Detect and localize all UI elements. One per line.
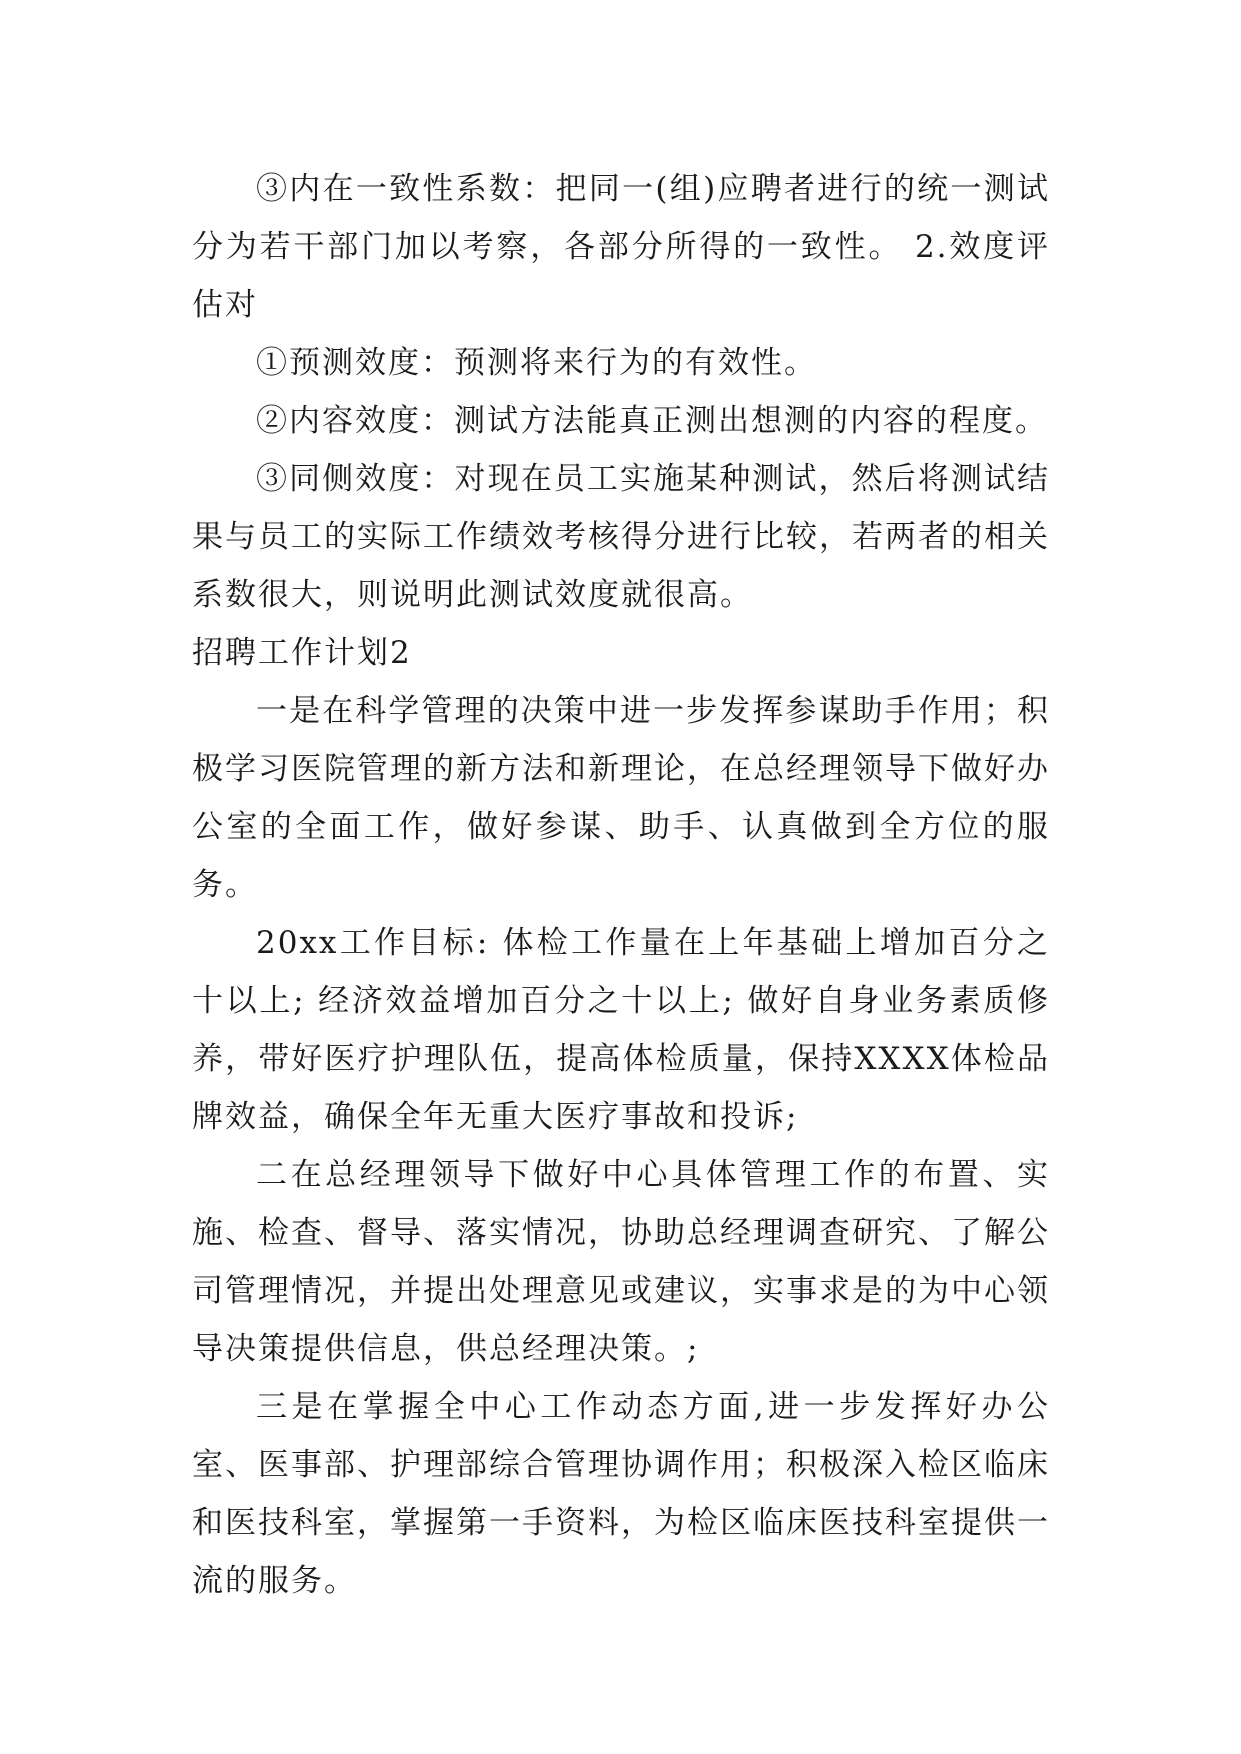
- paragraph-content-validity: ②内容效度：测试方法能真正测出想测的内容的程度。: [256, 403, 1048, 439]
- paragraph-internal-consistency: ③内在一致性系数：把同一(组)应聘者进行的统一测试分为若干部门加以考察，各部分所得的一致性。 2.效度评估对: [192, 171, 1050, 323]
- paragraph-concurrent-validity: ③同侧效度：对现在员工实施某种测试，然后将测试结果与员工的实际工作绩效考核得分进行比较，若两者的相关系数很大，则说明此测试效度就很高。: [192, 461, 1050, 613]
- section-heading: 招聘工作计划2: [192, 635, 412, 671]
- paragraph-predictive-validity: ①预测效度：预测将来行为的有效性。: [256, 345, 817, 381]
- paragraph-work-goals: 20xx工作目标: 体检工作量在上年基础上增加百分之十以上; 经济效益增加百分之十以上; 做好自身业务素质修养，带好医疗护理队伍，提高体检质量，保持XXXX体检品牌效益，确保全年无重大医疗事故和投诉;: [192, 925, 1050, 1135]
- document-body: [192, 160, 1050, 1610]
- paragraph-item-two: 二在总经理领导下做好中心具体管理工作的布置、实施、检查、督导、落实情况，协助总经理调查研究、了解公司管理情况，并提出处理意见或建议，实事求是的为中心领导决策提供信息，供总经理决策。;: [192, 1157, 1050, 1367]
- paragraph-item-three: 三是在掌握全中心工作动态方面,进一步发挥好办公室、医事部、护理部综合管理协调作用；积极深入检区临床和医技科室，掌握第一手资料，为检区临床医技科室提供一流的服务。: [192, 1389, 1050, 1599]
- paragraph-item-one: 一是在科学管理的决策中进一步发挥参谋助手作用；积极学习医院管理的新方法和新理论，在总经理领导下做好办公室的全面工作，做好参谋、助手、认真做到全方位的服务。: [192, 693, 1050, 903]
